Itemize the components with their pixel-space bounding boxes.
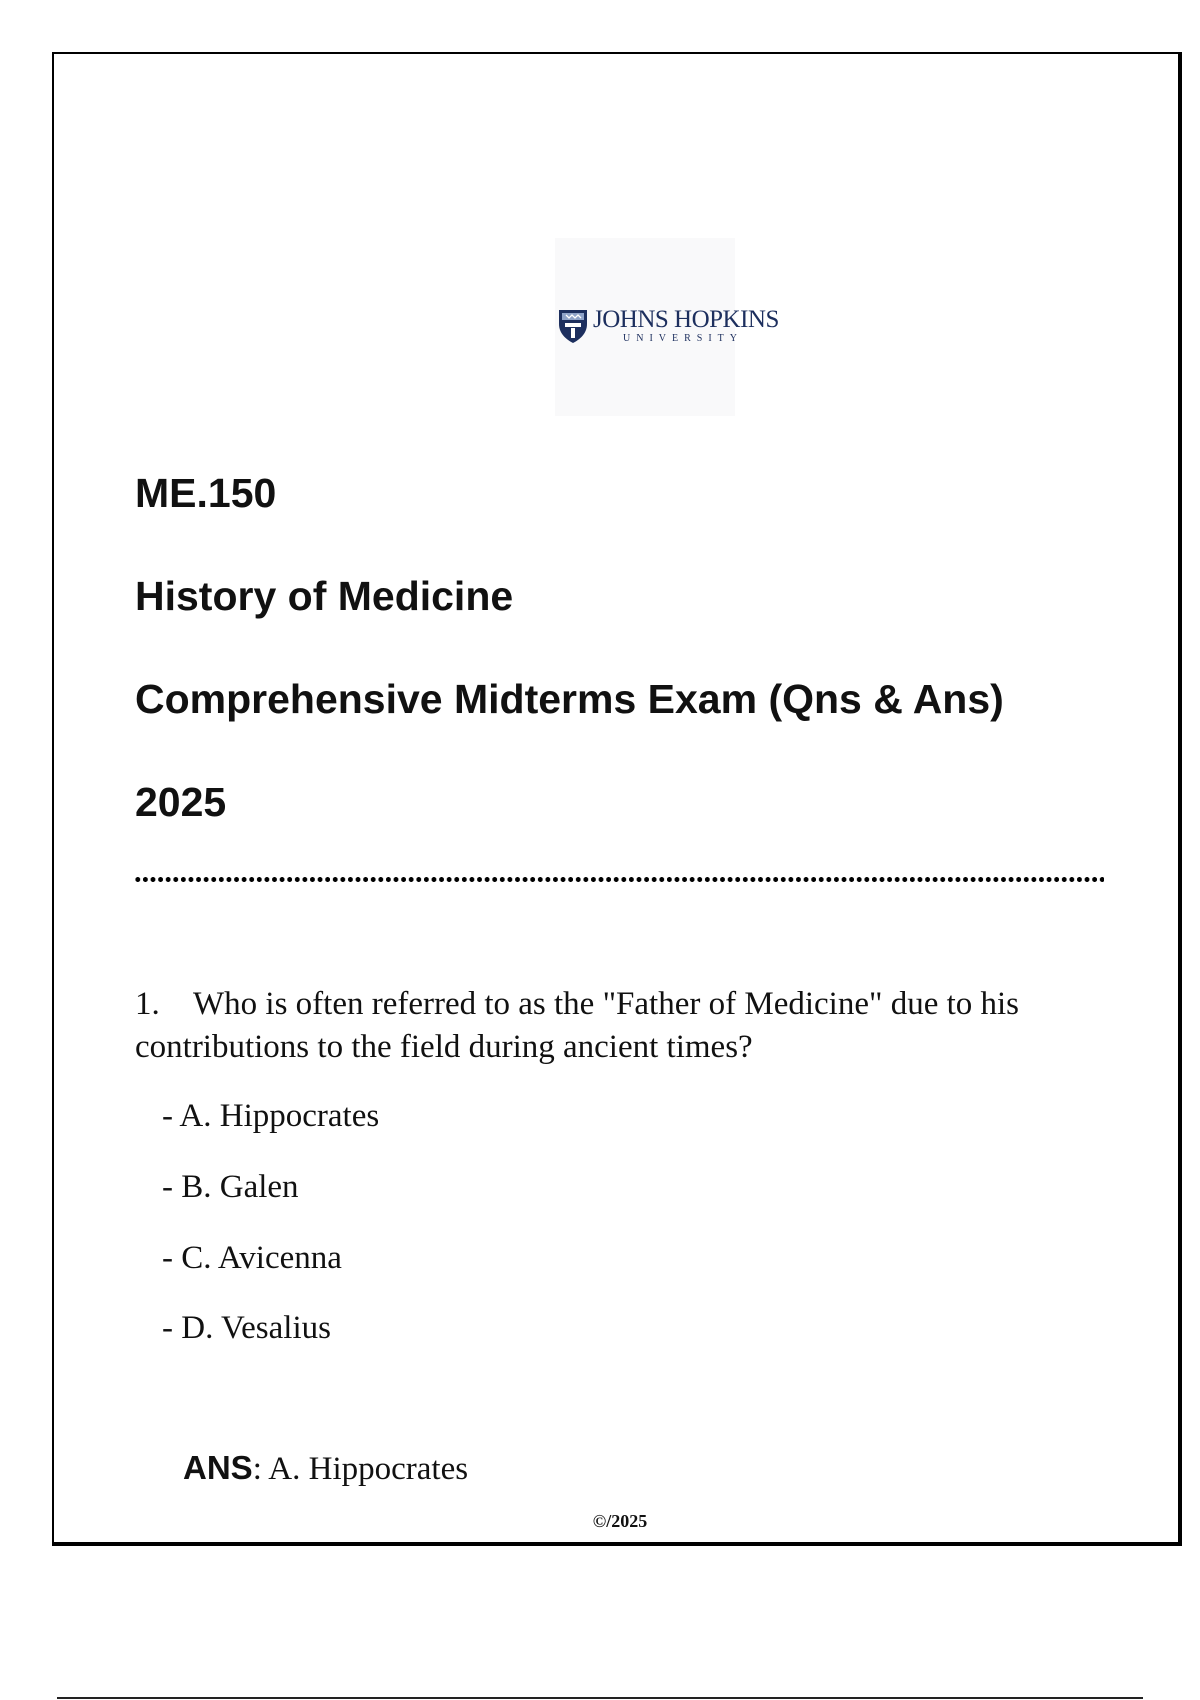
answer-value: A. Hippocrates [261, 1451, 469, 1487]
logo-subtitle: UNIVERSITY [623, 333, 743, 344]
logo-name: JOHNS HOPKINS [593, 306, 779, 333]
bottom-rule [57, 1697, 1143, 1699]
course-code: ME.150 [135, 470, 277, 516]
option-b: - B. Galen [162, 1169, 299, 1205]
answer-separator: : [252, 1451, 262, 1487]
answer-line [183, 1451, 468, 1486]
question-text: Who is often referred to as the "Father of Medicine" due to his contributions to the field during ancient times? [135, 986, 1020, 1065]
copyright-footer: ©/2025 [592, 1511, 648, 1531]
shield-icon [557, 308, 589, 344]
exam-title: Comprehensive Midterms Exam (Qns & Ans) [135, 676, 1004, 722]
course-title: History of Medicine [135, 573, 514, 619]
option-c: - C. Avicenna [162, 1240, 342, 1276]
answer-label: ANS [183, 1449, 253, 1486]
question-block [135, 983, 1115, 1069]
option-a: - A. Hippocrates [162, 1098, 380, 1134]
option-d: - D. Vesalius [162, 1310, 331, 1346]
question-number: 1. [135, 986, 160, 1022]
university-logo [555, 238, 779, 416]
dotted-divider [134, 876, 1104, 883]
exam-year: 2025 [135, 779, 227, 825]
